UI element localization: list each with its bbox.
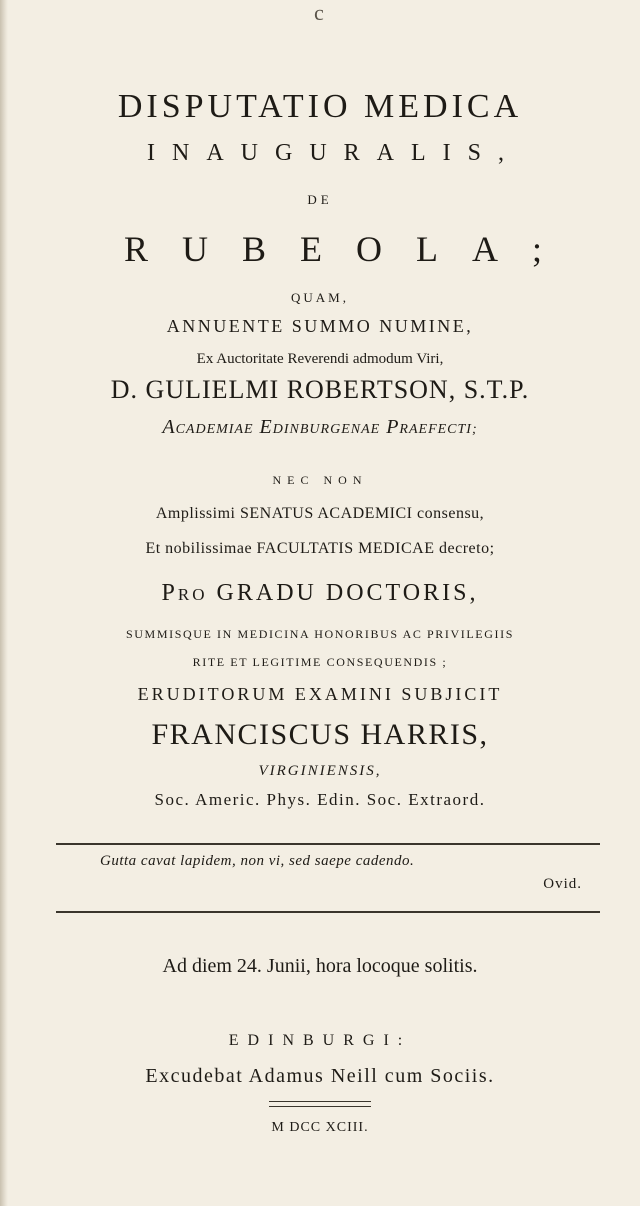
academy-word-a: CADEMIAE: [175, 422, 254, 437]
facultatis-line: Et nobilissimae FACULTATIS MEDICAE decreto;: [145, 540, 495, 557]
motto-bottom-rule: [56, 911, 600, 913]
nec-non-line: NEC NON: [272, 473, 368, 487]
auctoritate-line: Ex Auctoritate Reverendi admodum Viri,: [196, 351, 444, 367]
academy-initial-a: A: [162, 416, 176, 438]
author-origin: VIRGINIENSIS,: [258, 763, 382, 779]
pro-gradu-line: [0, 580, 640, 607]
imprint-rule-lower: [269, 1106, 371, 1107]
preposition-de: DE: [307, 192, 333, 207]
academy-initial-p: P: [386, 416, 400, 438]
academy-initial-e: E: [259, 416, 273, 438]
date-line: Ad diem 24. Junii, hora locoque solitis.: [162, 955, 478, 977]
motto-author: Ovid.: [543, 876, 582, 892]
pro-rest: RO: [177, 585, 208, 604]
pro-initial: P: [161, 580, 178, 606]
quam-line: QUAM,: [291, 290, 349, 305]
imprint-city: EDINBURGI:: [228, 1032, 412, 1049]
imprint-printer: Excudebat Adamus Neill cum Sociis.: [145, 1065, 495, 1087]
gradu-doctoris: GRADU DOCTORIS,: [216, 580, 479, 606]
annuente-line: ANNUENTE SUMMO NUMINE,: [166, 316, 474, 336]
imprint-year: M DCC XCIII.: [271, 1120, 369, 1135]
thesis-subtitle: INAUGURALIS,: [147, 140, 521, 166]
author-name: FRANCISCUS HARRIS,: [151, 718, 489, 751]
thesis-subject: RUBEOLA;: [124, 229, 576, 269]
academy-line: [0, 416, 640, 439]
eruditorum-line: ERUDITORUM EXAMINI SUBJICIT: [137, 684, 503, 704]
author-societies: Soc. Americ. Phys. Edin. Soc. Extraord.: [154, 790, 486, 809]
rite-line: RITE ET LEGITIME CONSEQUENDIS ;: [192, 655, 448, 669]
academy-word-p: RAEFECTI;: [399, 422, 478, 437]
summisque-line: SUMMISQUE IN MEDICINA HONORIBUS AC PRIVILEGIIS: [126, 627, 514, 641]
imprint-rule-upper: [269, 1101, 371, 1102]
senatus-line: Amplissimi SENATUS ACADEMICI consensu,: [155, 505, 485, 522]
motto-text: Gutta cavat lapidem, non vi, sed saepe cadendo.: [100, 853, 415, 869]
academy-word-e: DINBURGENAE: [272, 422, 381, 437]
motto-top-rule: [56, 843, 600, 845]
thesis-title: DISPUTATIO MEDICA: [117, 88, 523, 125]
rector-name: D. GULIELMI ROBERTSON, S.T.P.: [110, 375, 530, 404]
ink-mark: c: [314, 0, 324, 25]
